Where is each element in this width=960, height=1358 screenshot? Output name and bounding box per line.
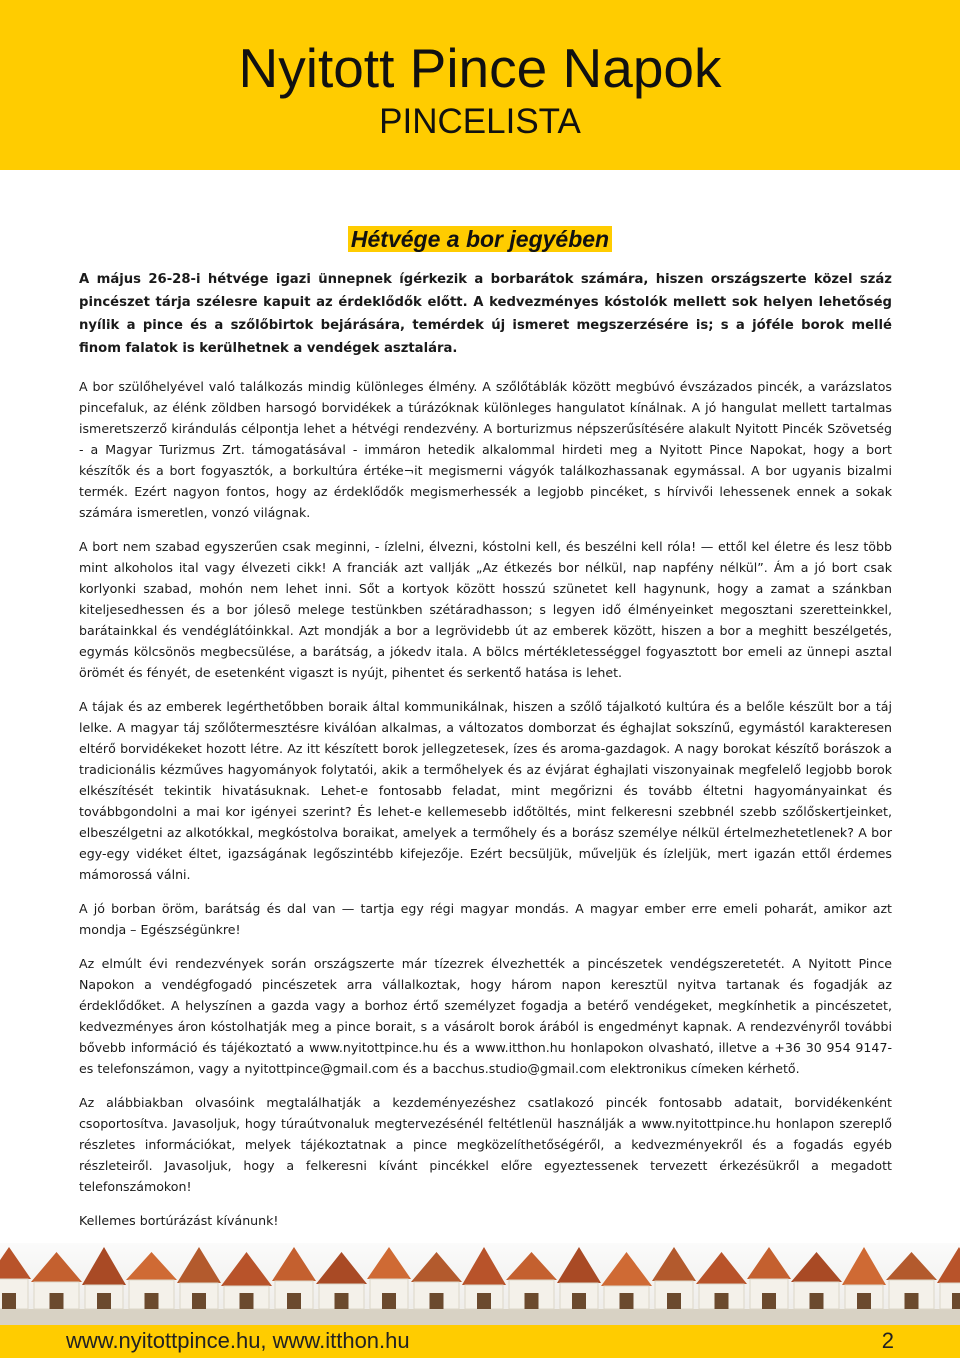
article-body [79, 268, 892, 1244]
cellar-door [477, 1293, 491, 1309]
cellar-door [810, 1293, 824, 1309]
cellar-roof [31, 1252, 82, 1282]
cellar-door [762, 1293, 776, 1309]
cellar-roof [886, 1252, 937, 1280]
cellar-door [287, 1293, 301, 1309]
cellar-door [382, 1293, 396, 1309]
cellar-roof [506, 1252, 557, 1280]
section-heading-text: Hétvége a bor jegyében [348, 226, 612, 252]
cellar-door [857, 1293, 871, 1309]
cellar-roof [842, 1247, 886, 1285]
cellar-roof [462, 1247, 506, 1285]
body-paragraph: A bor szülőhelyével való találkozás mindig különleges élmény. A szőlőtáblák között megbúvó évszázados pincék, a varázslatos pincefaluk, az élénk zöldben harsogó borvidékek a túrázóknak különleges hangulatot kínálnak. A jó hangulat mellett tartalmas ismeretszerző kirándulás célpontja lehet a hétvégi rendezvény. A borturizmus népszerűsítésére alakult Nyitott Pincék Szövetség - a Magyar Turizmus Zrt. támogatásával - immáron hetedik alkalommal hirdeti meg a Nyitott Pince Napokat, hogy a bort készítők és a bort fogyasztók, a borkultúra értéke¬it megismerni vágyók találkozhassanak egymással. A bor ugyanis bizalmi termék. Ezért nagyon fontos, hogy az érdeklődők megismerhessék a legjobb pincéket, s hírvivői lehessenek ennek a sokak számára ismeretlen, vonzó világnak. [79, 379, 892, 520]
cellar-roof [0, 1247, 31, 1279]
cellar-row-illustration [0, 1243, 960, 1325]
cellar-roof [601, 1252, 652, 1286]
cellar-roof [367, 1247, 411, 1279]
cellar-door [905, 1293, 919, 1309]
cellar-roof [937, 1247, 960, 1283]
cellar-roof [316, 1252, 367, 1284]
body-paragraph: A jó borban öröm, barátság és dal van — tartja egy régi magyar mondás. A magyar ember erre emeli poharát, amikor azt mondja – Egészségünkre! [79, 901, 892, 937]
cellar-door [952, 1293, 960, 1309]
cellar-roof [696, 1252, 747, 1284]
lead-paragraph: A május 26-28-i hétvége igazi ünnepnek ígérkezik a borbarátok számára, hiszen országszerte közel száz pincészet tárja szélesre kapuit az érdeklődők előtt. A kedvezményes kóstolók mellett sok helyen lehetőség nyílik a pince és a szőlőbirtok bejárására, temérdek új ismeret megszerzésére is; s a jóféle borok mellé finom falatok is kerülhetnek a vendégek asztalára. [79, 272, 892, 356]
cellar-door [525, 1293, 539, 1309]
cellar-door [572, 1293, 586, 1309]
cellar-roof [221, 1252, 272, 1286]
cellar-door [715, 1293, 729, 1309]
cellar-roof [411, 1252, 462, 1282]
footer-urls: www.nyitottpince.hu, www.itthon.hu [66, 1328, 410, 1353]
cellar-roof [272, 1247, 316, 1281]
header-banner [0, 0, 960, 170]
cellar-roof [652, 1247, 696, 1281]
cellar-door [50, 1293, 64, 1309]
body-paragraph: Az alábbiakban olvasóink megtalálhatják a kezdeményezéshez csatlakozó pincék fontosabb adatait, borvidékenként csoportosítva. Javasoljuk, hogy túraútvonaluk megtervezésénél feltétlenül használják a www.nyitottpince.hu honlapon szereplő részletes információkat, melyek tájékoztatnak a pince megközelíthetőségéről, a kedvezményekről és a fogadás egyéb részleteiről. Javasoljuk, hogy a felkeresni kívánt pincékkel előre egyeztessenek tervezett érkezésükről a megadott telefonszámokon! [79, 1095, 892, 1194]
page-subtitle: PINCELISTA [379, 102, 581, 141]
cellar-door [430, 1293, 444, 1309]
wine-cellars-photo [0, 1243, 960, 1325]
cellar-door [192, 1293, 206, 1309]
cellar-roof [177, 1247, 221, 1283]
cellar-door [240, 1293, 254, 1309]
cellar-roof [747, 1247, 791, 1279]
cellar-door [620, 1293, 634, 1309]
body-paragraph: A bort nem szabad egyszerűen csak meginni, - ízlelni, élvezni, kóstolni kell, és beszélni kell róla! — ettől kel életre és lesz több mint alkoholos ital vagy élvezeti cikk! A franciák azt vallják „Az étkezés bor nélkül, nap napfény nélkül”. Ám a jó bort csak korlyonki szabad, mohón nem lehet inni. Sőt a kortyok között hosszú szünetet kell hagynunk, hogy a zamat a szánkban kiteljesedhessen és a bor jólesõ melege testünkben szétáradhasson; s legyen idő élményeinket megosztani szeretteinkkel, barátainkkal és vendéglátóinkkal. Azt mondják a bor a legrövidebb út az emberek között, hiszen a bor a meghitt beszélgetés, egymás kölcsönös megbecsülése, a barátság, a jókedv itala. A bölcs mértékletességgel fogyasztott bor emeli az ünnepi asztal örömét és fényét, de esetenként vigaszt is nyújt, pihentet és serkentő hatása is lehet. [79, 539, 892, 680]
cellar-door [2, 1293, 16, 1309]
body-paragraph: A tájak és az emberek legérthetőbben boraik által kommunikálnak, hiszen a szőlő tájalkotó kultúra és a belőle készült bor a táj lelke. A magyar táj szőlőtermesztésre kiválóan alkalmas, a változatos domborzat és éghajlat sokszínű, egymástól karakteresen eltérő borvidékeket hozott létre. Az itt készített borok jellegzetesek, ízes és aroma-gazdagok. A nagy borokat készítő borászok a tradicionális kézműves hagyományok folytatói, akik a termőhelyek és az évjárat éghajlati viszonyainak megfelelő legjobb borok elkészítését tekintik hivatásuknak. Lehet-e fontosabb feladat, mint megőrizni és tovább éltetni hagyományainkat és továbbgondolni a mai kor igényei szerint? És lehet-e kellemesebb időtöltés, mint felkeresni szebbnél szebb szőlőskertjeinket, elbeszélgetni az alkotókkal, megkóstolva boraikat, amelyek a termőhely és a borász személye nélkül értelmezhetetlenek? A bor egy-egy vidéket éltet, igazságának legőszintébb kifejezője. Ezért becsüljük, műveljük és ízleljük, mert igazán ettől érdemes mámorossá válni. [79, 699, 892, 882]
page-number: 2 [881, 1328, 894, 1353]
page-title: Nyitott Pince Napok [238, 37, 722, 99]
closing-paragraph: Kellemes bortúrázást kívánunk! [79, 1213, 279, 1228]
cellar-door [335, 1293, 349, 1309]
cellar-door [145, 1293, 159, 1309]
cellar-door [667, 1293, 681, 1309]
cellar-roof [126, 1252, 177, 1280]
section-heading [0, 225, 960, 253]
body-paragraph: Az elmúlt évi rendezvények során országszerte már tízezrek élvezhették a pincészetek vendégszeretetét. A Nyitott Pince Napokon a vendégfogadó pincészetek arra vállalkoztak, hogy három napon keresztül nyitva tartanak és fogadják az érdeklődőket. A helyszínen a gazda vagy a borhoz értő személyzet fogadja a betérő vendégeket, megkínhetik a pincészetet, kedvezményes áron kóstolhatják meg a pince borait, s a vásárolt borok árából is engedményt kapnak. A rendezvényről további bővebb információ és tájékoztató a www.nyitottpince.hu és a www.itthon.hu honlapokon olvasható, illetve a +36 30 954 9147-es telefonszámon, vagy a nyitottpince@gmail.com és a bacchus.studio@gmail.com elektronikus címeken kérhető. [79, 956, 892, 1076]
cellar-door [97, 1293, 111, 1309]
cellar-roof [791, 1252, 842, 1282]
cellar-roof [82, 1247, 126, 1285]
cellar-roof [557, 1247, 601, 1283]
